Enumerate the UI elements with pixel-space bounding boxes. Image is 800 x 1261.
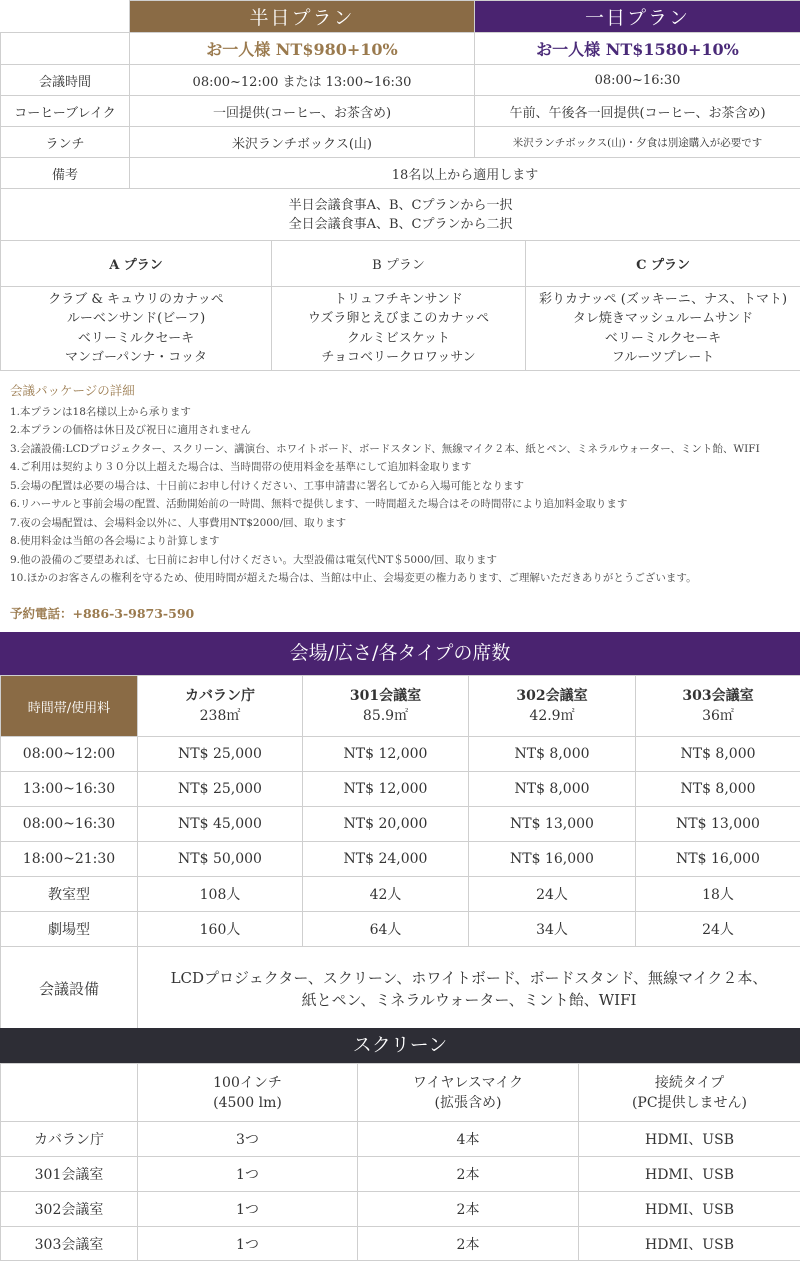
list-item: フルーツプレート [611, 350, 715, 365]
detail-item: 9.他の設備のご要望あれば、七日前にお申し付けください。大型設備は電気代NT＄5000/回、取ります [10, 553, 497, 566]
header-line1: ワイヤレスマイク [412, 1074, 524, 1091]
header-line1: 接続タイプ [654, 1074, 725, 1091]
meal-intro [1, 189, 800, 241]
row-label: カバラン庁 [1, 1122, 138, 1157]
cell: NT$ 50,000 [138, 842, 303, 877]
full-value: 午前、午後各一回提供(コーヒー、お茶含め) [475, 96, 800, 127]
cell: NT$ 24,000 [303, 842, 469, 877]
cell: NT$ 8,000 [469, 772, 636, 807]
list-item: ルーベンサンド(ビーフ) [66, 311, 206, 326]
row-label: 教室型 [1, 877, 138, 912]
cell: 1つ [138, 1227, 358, 1261]
table-row [1, 842, 800, 877]
cell: 24人 [469, 877, 636, 912]
cell: NT$ 12,000 [303, 772, 469, 807]
meal-list-b [272, 287, 526, 371]
cell: 2本 [358, 1192, 579, 1227]
table-row [1, 1122, 800, 1157]
meal-intro-line2: 全日会議食事A、B、Cプランから二択 [288, 216, 513, 232]
cell: 108人 [138, 877, 303, 912]
cell: NT$ 8,000 [636, 772, 800, 807]
meal-table [0, 188, 800, 371]
cell: HDMI、USB [579, 1157, 800, 1192]
equipment-label: 会議設備 [1, 947, 138, 1031]
cell: NT$ 8,000 [636, 737, 800, 772]
equipment-list [138, 947, 800, 1031]
row-label: 13:00~16:30 [1, 772, 138, 807]
cell: 160人 [138, 912, 303, 947]
header-line2: (4500 lm) [213, 1094, 282, 1111]
detail-item: 6.リハーサルと事前会場の配置、活動開始前の一時間、無料で提供します、一時間超えた場合はその時間帯により追加料金取ります [10, 498, 628, 510]
list-item: チョコベリークロワッサン [321, 350, 476, 365]
venue-table [0, 675, 800, 1031]
table-row [1, 877, 800, 912]
cell: NT$ 45,000 [138, 807, 303, 842]
reservation-phone[interactable]: 予約電話：+886-3-9873-590 [10, 606, 195, 621]
remarks-label: 備考 [1, 158, 130, 189]
cell: 42人 [303, 877, 469, 912]
full-day-price: お一人様 NT$1580+10% [475, 33, 800, 65]
screen-corner [1, 1064, 138, 1122]
half-day-title: 半日プラン [130, 1, 475, 33]
list-item: ウズラ卵とえびまこのカナッペ [307, 311, 490, 326]
venue-size: 36㎡ [702, 708, 734, 724]
meal-header-a: A プラン [1, 241, 272, 287]
detail-item: 5.会場の配置は必要の場合は、十日前にお申し付けください、工事申請書に署名してから入場可能となります [10, 479, 525, 492]
screen-section-title: スクリーン [0, 1028, 800, 1063]
detail-item: 8.使用料金は当館の各会場により計算します [10, 535, 220, 547]
header-line2: (拡張含め) [434, 1094, 502, 1111]
row-label: 08:00~12:00 [1, 737, 138, 772]
table-row [1, 912, 800, 947]
table-row [1, 737, 800, 772]
table-row [1, 1157, 800, 1192]
cell: HDMI、USB [579, 1192, 800, 1227]
row-label: 303会議室 [1, 1227, 138, 1261]
equipment-line1: LCDプロジェクター、スクリーン、ホワイトボード、ボードスタンド、無線マイク２本、 [170, 968, 768, 987]
meal-list-a [1, 287, 272, 371]
equipment-line2: 紙とペン、ミネラルウォーター、ミント飴、WIFI [301, 990, 637, 1009]
table-row [1, 772, 800, 807]
cell: NT$ 25,000 [138, 772, 303, 807]
full-value: 08:00~16:30 [475, 65, 800, 96]
detail-item: 4.ご利用は契約より３０分以上超えた場合は、当時間帯の使用料金を基準にして追加料金取ります [10, 461, 472, 473]
detail-item: 2.本プランの価格は休日及び祝日に適用されません [10, 424, 252, 436]
details-title: 会議パッケージの詳細 [10, 383, 135, 398]
detail-item: 3.会議設備:LCDプロジェクター、スクリーン、講演台、ホワイトボード、ボードスタンド、無線マイク２本、紙とペン、ミネラルウォーター、ミント飴、WIFI [10, 442, 760, 455]
row-label: 劇場型 [1, 912, 138, 947]
venue-header [303, 676, 469, 737]
cell: 1つ [138, 1192, 358, 1227]
row-label: 302会議室 [1, 1192, 138, 1227]
cell: 2本 [358, 1157, 579, 1192]
screen-header [358, 1064, 579, 1122]
half-value: 米沢ランチボックス(山) [130, 127, 475, 158]
row-label: 08:00~16:30 [1, 807, 138, 842]
list-item: クラブ & キュウリのカナッペ [48, 291, 224, 307]
row-label: 会議時間 [1, 65, 130, 96]
cell: 1つ [138, 1157, 358, 1192]
venue-name: 301会議室 [349, 688, 422, 704]
list-item: 彩りカナッペ (ズッキーニ、ナス、トマト) [538, 291, 788, 307]
cell: NT$ 25,000 [138, 737, 303, 772]
venue-section-title: 会場/広さ/各タイプの席数 [0, 632, 800, 675]
meal-intro-line1: 半日会議食事A、B、Cプランから一択 [288, 197, 513, 213]
row-label: ランチ [1, 127, 130, 158]
list-item: マンゴーパンナ・コッタ [64, 350, 208, 365]
list-item: トリュフチキンサンド [334, 291, 463, 307]
venue-name: 302会議室 [516, 688, 588, 704]
cell: 18人 [636, 877, 800, 912]
cell: NT$ 13,000 [469, 807, 636, 842]
venue-size: 85.9㎡ [362, 708, 409, 724]
cell: NT$ 16,000 [636, 842, 800, 877]
detail-item: 10.ほかのお客さんの権利を守るため、使用時間が超えた場合は、当館は中止、会場変更の権力あります、ご理解いただきありがとうございます。 [10, 572, 697, 584]
row-label: 18:00~21:30 [1, 842, 138, 877]
header-line1: 100インチ [213, 1074, 282, 1091]
cell: 3つ [138, 1122, 358, 1157]
meal-list-c [526, 287, 800, 371]
detail-item: 7.夜の会場配置は、会場料金以外に、人事費用NT$2000/回、取ります [10, 516, 347, 529]
half-day-price: お一人様 NT$980+10% [130, 33, 475, 65]
half-value: 08:00~12:00 または 13:00~16:30 [130, 65, 475, 96]
venue-size: 42.9㎡ [529, 708, 575, 724]
remarks-value: 18名以上から適用します [130, 158, 800, 189]
plan-table [0, 0, 800, 189]
full-day-title: 一日プラン [475, 1, 800, 33]
meal-header-b: B プラン [272, 241, 526, 287]
table-row [1, 1192, 800, 1227]
list-item: ベリーミルクセーキ [77, 330, 195, 346]
venue-header [469, 676, 636, 737]
cell: 34人 [469, 912, 636, 947]
full-value: 米沢ランチボックス(山)・夕食は別途購入が必要です [475, 127, 800, 158]
venue-name: 303会議室 [682, 688, 754, 704]
cell: 2本 [358, 1227, 579, 1261]
package-details [0, 372, 800, 588]
cell: 4本 [358, 1122, 579, 1157]
plan-corner [1, 1, 130, 33]
cell: NT$ 16,000 [469, 842, 636, 877]
row-label: 301会議室 [1, 1157, 138, 1192]
cell: NT$ 20,000 [303, 807, 469, 842]
screen-header [579, 1064, 800, 1122]
screen-header [138, 1064, 358, 1122]
venue-size: 238㎡ [199, 708, 241, 724]
header-line2: (PC提供しません) [631, 1094, 748, 1111]
venue-header [636, 676, 800, 737]
cell: HDMI、USB [579, 1227, 800, 1261]
row-label: コーヒーブレイク [1, 96, 130, 127]
cell: HDMI、USB [579, 1122, 800, 1157]
detail-item: 1.本プランは18名様以上から承ります [10, 405, 191, 418]
table-row [1, 1227, 800, 1261]
list-item: タレ焼きマッシュルームサンド [572, 311, 754, 326]
table-row [1, 807, 800, 842]
screen-table [0, 1063, 800, 1261]
venue-name: カバラン庁 [185, 688, 255, 704]
half-value: 一回提供(コーヒー、お茶含め) [130, 96, 475, 127]
venue-corner-label: 時間帯/使用料 [1, 676, 138, 737]
list-item: クルミビスケット [347, 330, 450, 346]
meal-header-c: C プラン [526, 241, 800, 287]
cell: NT$ 12,000 [303, 737, 469, 772]
venue-header [138, 676, 303, 737]
cell: NT$ 13,000 [636, 807, 800, 842]
cell: 64人 [303, 912, 469, 947]
cell: 24人 [636, 912, 800, 947]
list-item: ベリーミルクセーキ [604, 330, 722, 346]
cell: NT$ 8,000 [469, 737, 636, 772]
price-corner [1, 33, 130, 65]
